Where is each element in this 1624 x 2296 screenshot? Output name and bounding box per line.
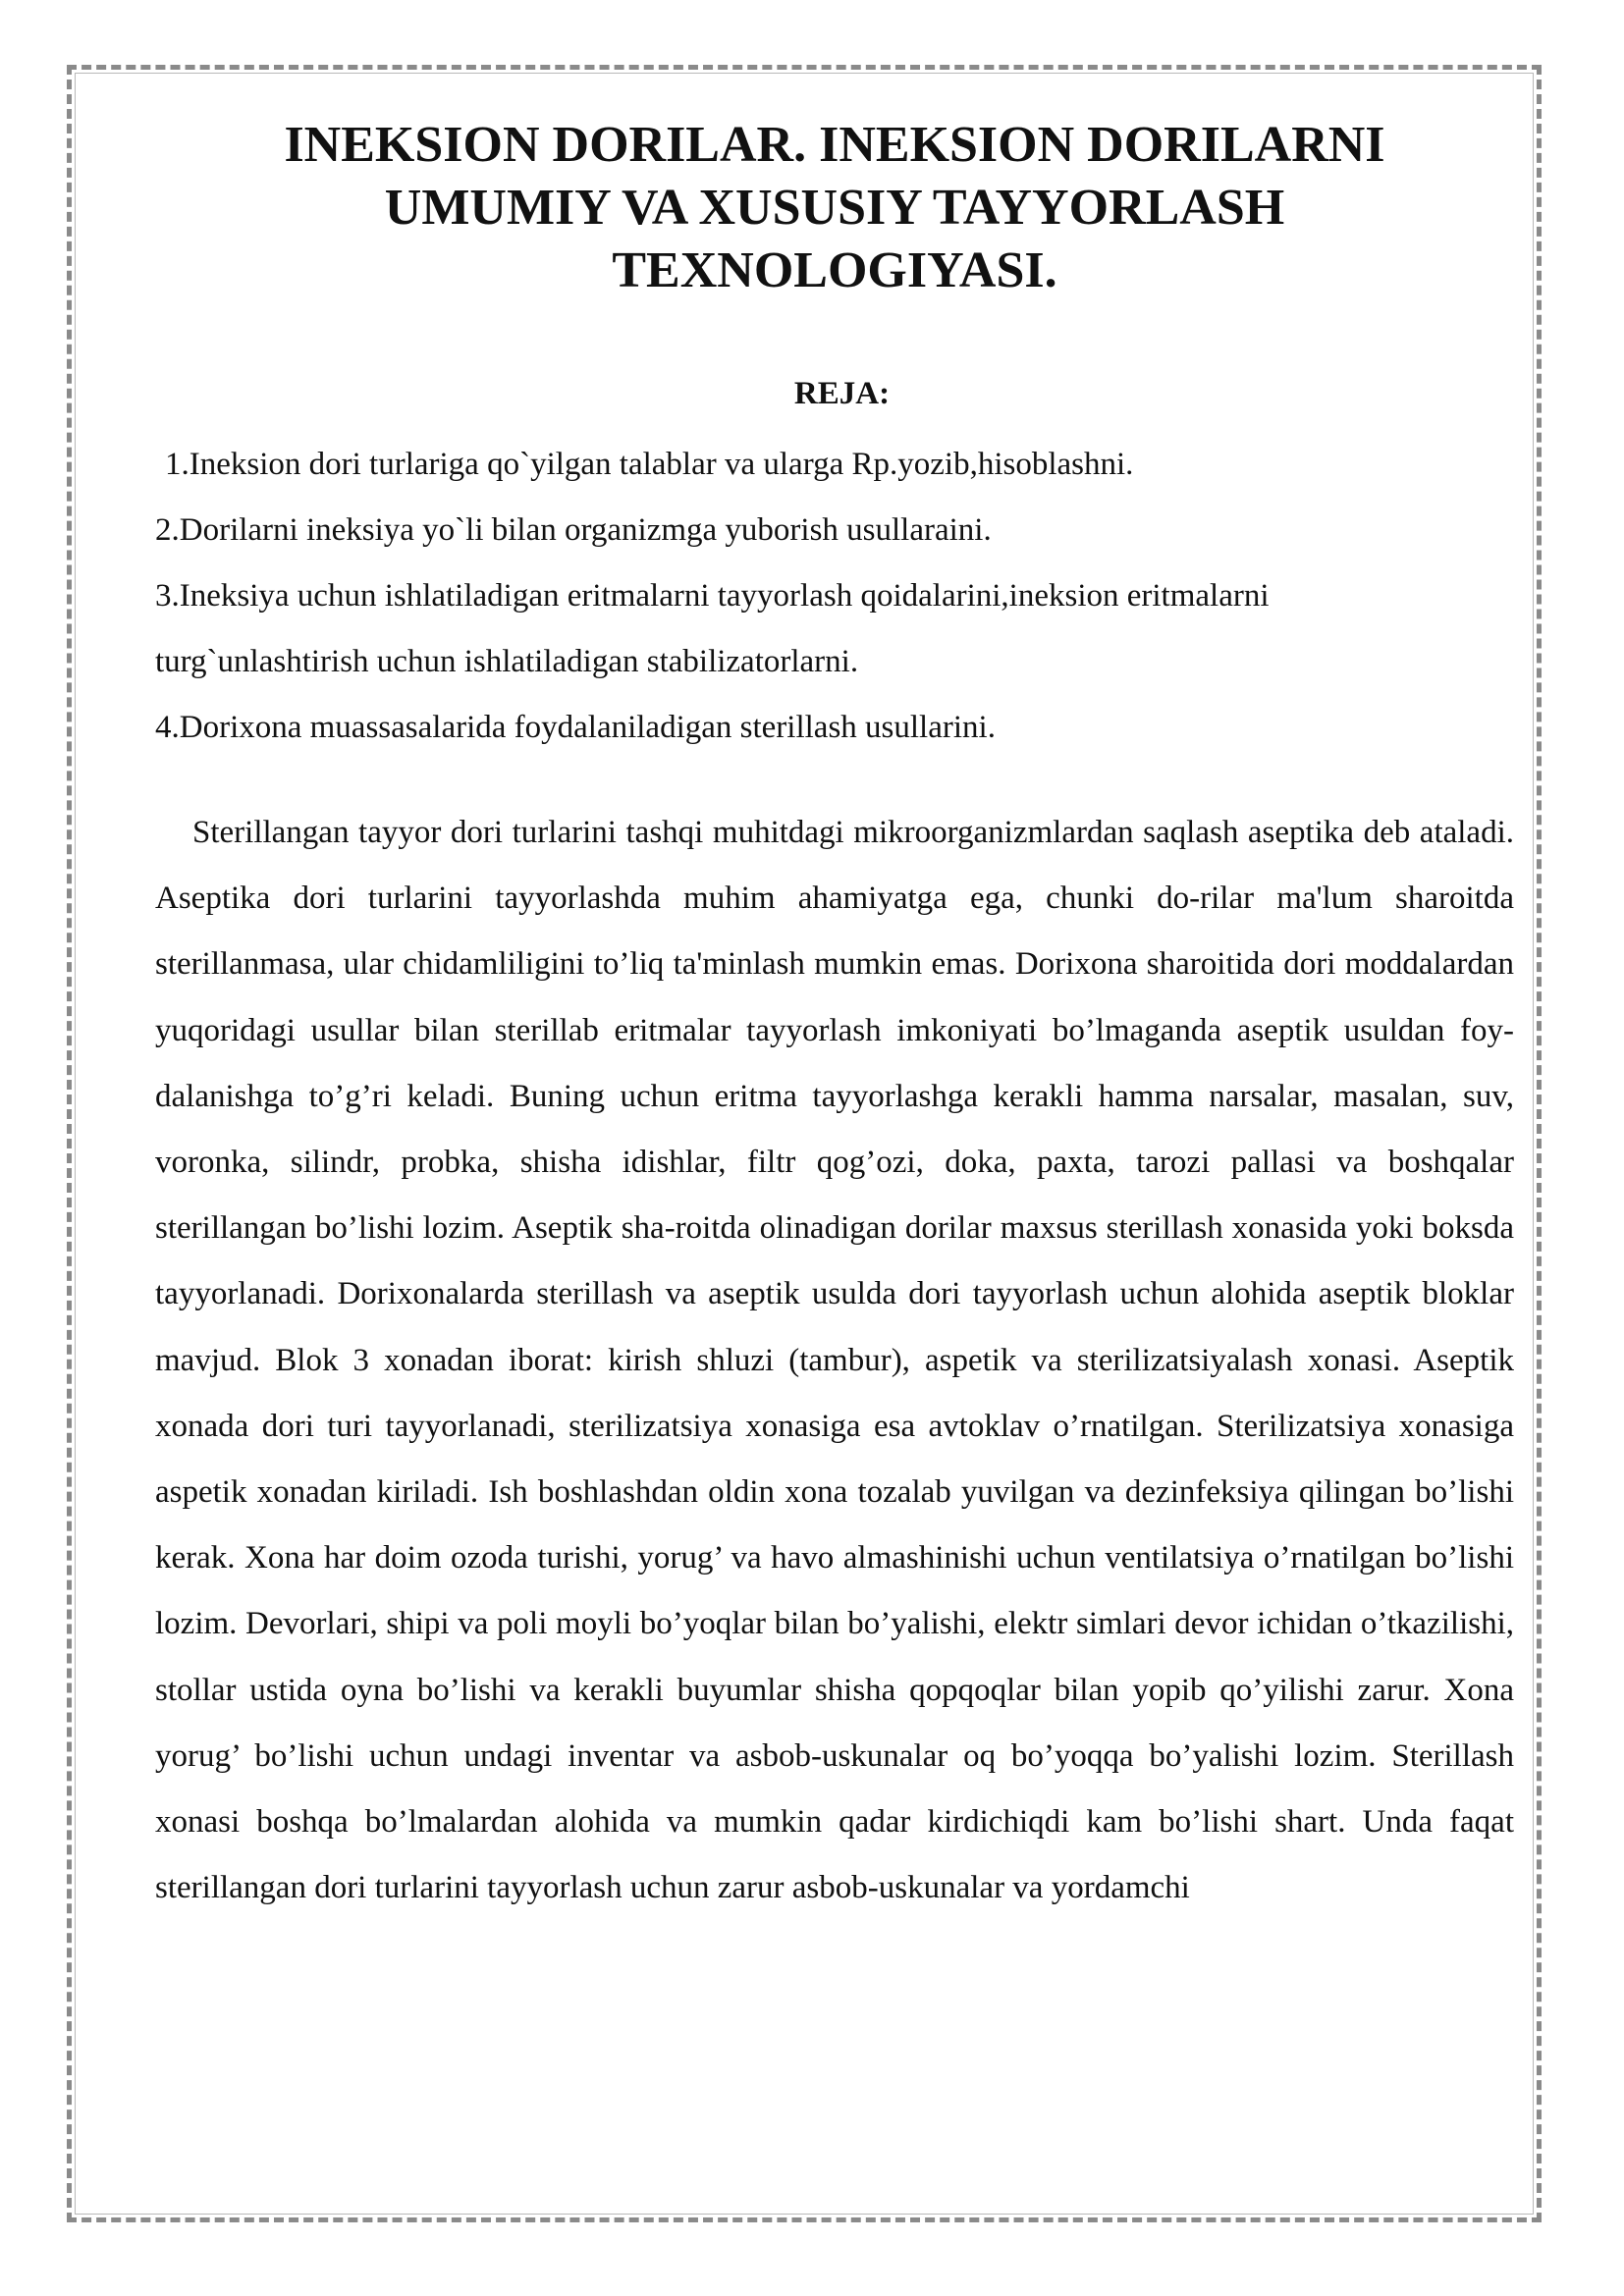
plan-item-1: 1.Ineksion dori turlariga qo`yilgan talablar va ularga Rp.yozib,hisoblashni.	[165, 447, 1134, 482]
title-line-2: UMUMIY VA XUSUSIY TAYYORLASH	[384, 180, 1285, 236]
plan-item-3-continued: turg`unlashtirish uchun ishlatiladigan stabilizatorlarni.	[155, 644, 859, 679]
plan-item-3: 3.Ineksiya uchun ishlatiladigan eritmalarni tayyorlash qoidalarini,ineksion eritmalarni	[155, 578, 1270, 614]
document-title	[157, 114, 1512, 302]
title-line-1: INEKSION DORILAR. INEKSION DORILARNI	[284, 117, 1385, 173]
plan-heading: REJA:	[793, 376, 891, 411]
plan-item-4: 4.Dorixona muassasalarida foydalaniladigan sterillash usullarini.	[155, 710, 996, 745]
title-line-3: TEXNOLOGIYASI.	[612, 242, 1057, 298]
plan-item-2: 2.Dorilarni ineksiya yo`li bilan organizmga yuborish usullaraini.	[155, 512, 992, 548]
plan-list	[155, 432, 1530, 761]
body-paragraph: Sterillangan tayyor dori turlarini tashqi muhitdagi mikroorganizmlardan saqlash aseptika deb ataladi. Aseptika dori turlarini tayyorlashda muhim ahamiyatga ega, chunki do-rilar ma'lum sharoitda sterillanmasa, ular chidamliligini to’liq ta'minlash mumkin emas. Dorixona sharoitida dori moddalardan yuqoridagi usullar bilan sterillab eritmalar tayyorlash imkoniyati bo’lmaganda aseptik usuldan foy-dalanishga to’g’ri keladi. Buning uchun eritma tayyorlashga kerakli hamma narsalar, masalan, suv, voronka, silindr, probka, shisha idishlar, filtr qog’ozi, doka, paxta, tarozi pallasi va boshqalar sterillangan bo’lishi lozim. Aseptik sha-roitda olinadigan dorilar maxsus sterillash xonasida yoki boksda tayyorlanadi. Dorixonalarda sterillash va aseptik usulda dori tayyorlash uchun alohida aseptik bloklar mavjud. Blok 3 xonadan iborat: kirish shluzi (tambur), aspetik va sterilizatsiyalash xonasi. Aseptik xonada dori turi tayyorlanadi, sterilizatsiya xonasiga esa avtoklav o’rnatilgan. Sterilizatsiya xonasiga aspetik xonadan kiriladi. Ish boshlashdan oldin xona tozalab yuvilgan va dezinfeksiya qilingan bo’lishi kerak. Xona har doim ozoda turishi, yorug’ va havo almashinishi uchun ventilatsiya o’rnatilgan bo’lishi lozim. Devorlari, shipi va poli moyli bo’yoqlar bilan bo’yalishi, elektr simlari devor ichidan o’tkazilishi, stollar ustida oyna bo’lishi va kerakli buyumlar shisha qopqoqlar bilan yopib qo’yilishi zarur. Xona yorug’ bo’lishi uchun undagi inventar va asbob-uskunalar oq bo’yoqqa bo’yalishi lozim. Sterillash xonasi boshqa bo’lmalardan alohida va mumkin qadar kirdichiqdi kam bo’lishi shart. Unda faqat sterillangan dori turlarini tayyorlash uchun zarur asbob-uskunalar va yordamchi	[155, 815, 1514, 1906]
